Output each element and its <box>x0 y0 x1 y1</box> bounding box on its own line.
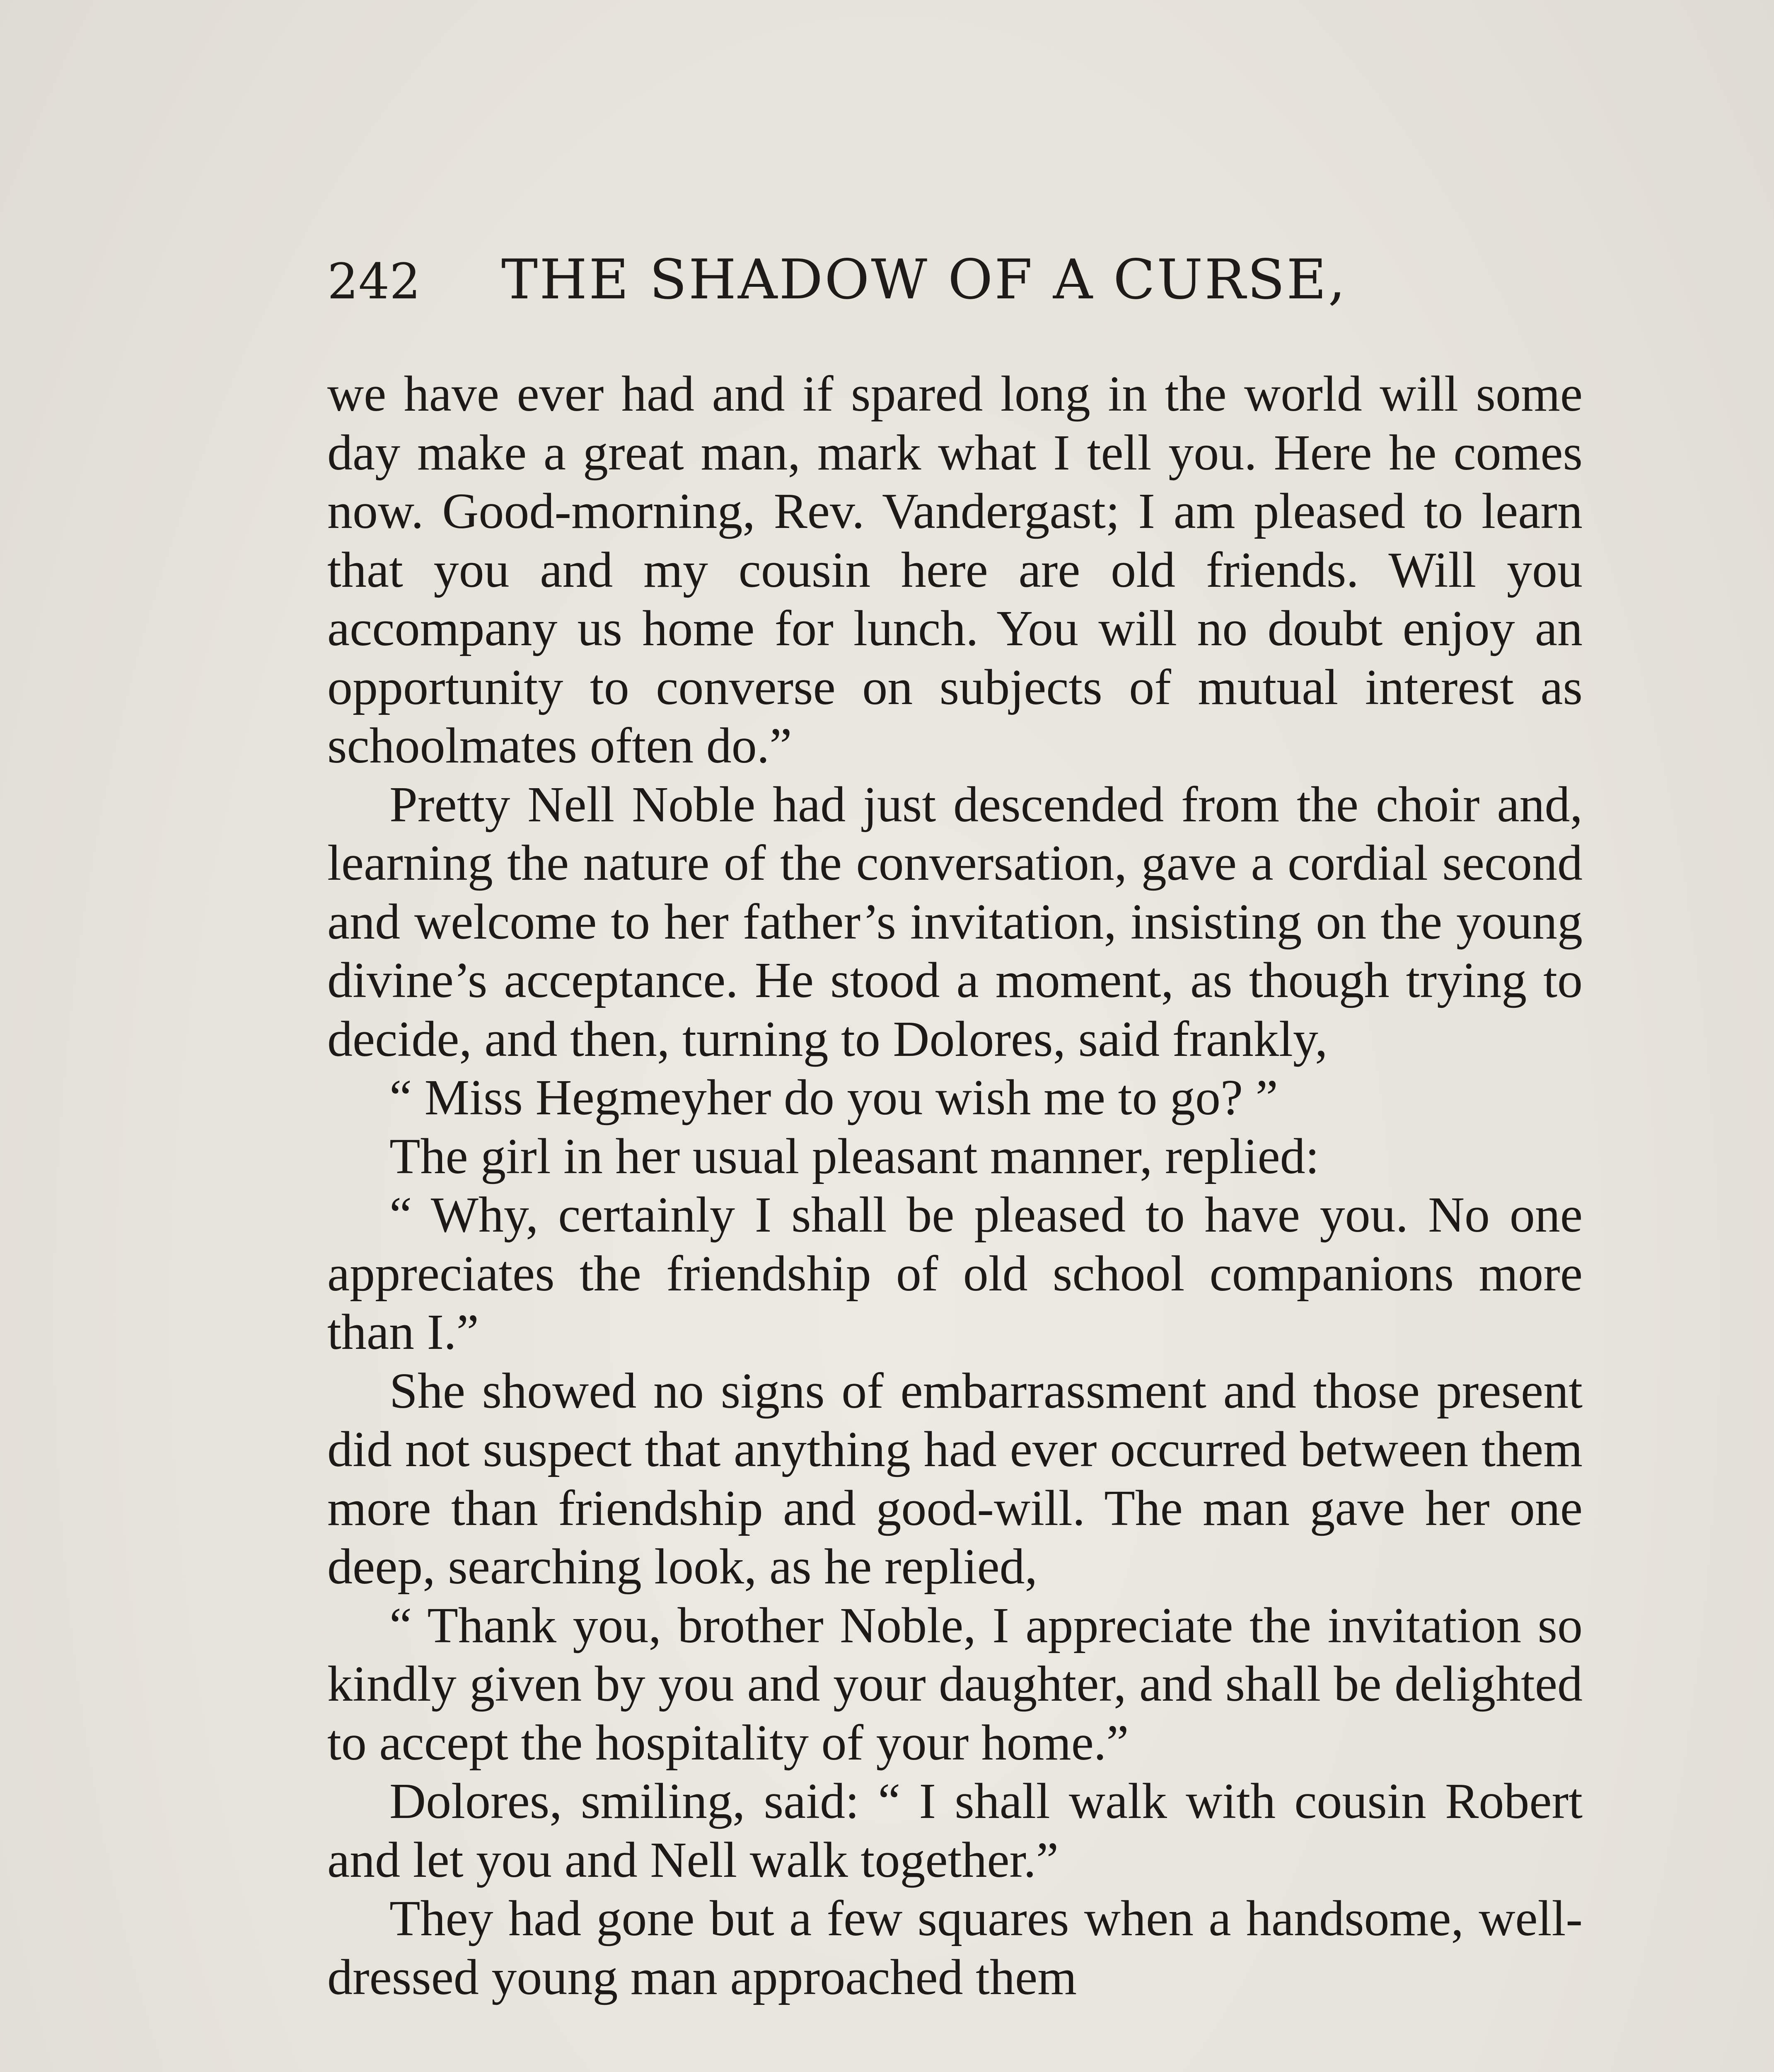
paragraph: The girl in her usual pleasant manner, replied: <box>389 1128 1320 1184</box>
running-title: THE SHADOW OF A CURSE, <box>501 248 1347 312</box>
paragraph: She showed no signs of embarrassment and those present did not suspect that anything had ever occurred between them more than friendship and good-will. The man gave her one deep, searching look, as he replied, <box>327 1363 1583 1595</box>
running-header <box>327 244 1591 315</box>
paragraph: Dolores, smiling, said: “ I shall walk with cousin Robert and let you and Nell walk together.” <box>327 1773 1583 1888</box>
paragraph: “ Miss Hegmeyher do you wish me to go? ” <box>389 1070 1278 1126</box>
paragraph: “ Thank you, brother Noble, I appreciate the invitation so kindly given by you and your daughter, and shall be delighted to accept the hospitality of your home.” <box>327 1597 1583 1771</box>
page-number: 242 <box>327 253 421 310</box>
paragraph: Pretty Nell Noble had just descended from the choir and, learning the nature of the conversation, gave a cordial second and welcome to her father’s invitation, insisting on the young divine’s acceptance. He stood a moment, as though trying to decide, and then, turning to Dolores, said frankly, <box>327 776 1583 1067</box>
paragraph: “ Why, certainly I shall be pleased to have you. No one appreciates the friendship of old school companions more than I.” <box>327 1187 1583 1360</box>
paragraph: we have ever had and if spared long in the world will some day make a great man, mark what I tell you. Here he comes now. Good-morning, Rev. Vandergast; I am pleased to learn that you and my cousin here are old friends. Will you accompany us home for lunch. You will no doubt enjoy an opportunity to converse on subjects of mutual interest as schoolmates often do.” <box>327 366 1583 774</box>
paragraph: They had gone but a few squares when a handsome, well-dressed young man approached them <box>327 1890 1583 2005</box>
body-text <box>327 365 1583 2072</box>
